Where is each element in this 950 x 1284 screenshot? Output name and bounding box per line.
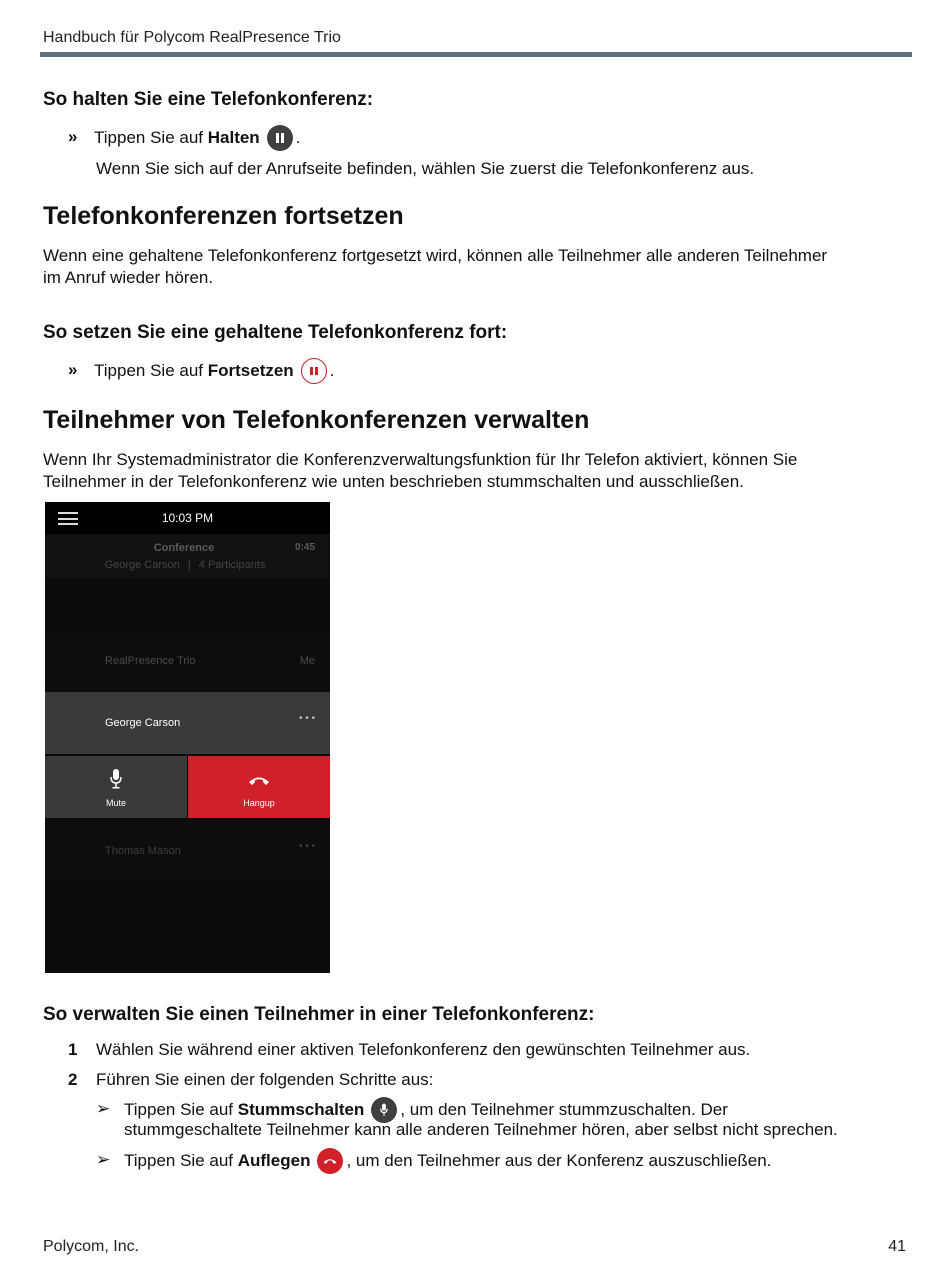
hangup-button[interactable]: [188, 756, 330, 818]
page-number: 41: [888, 1238, 906, 1255]
substep-bold: Auflegen: [237, 1151, 311, 1170]
participant-heading: So verwalten Sie einen Teilnehmer in einer Telefonkonferenz:: [43, 1004, 595, 1025]
resume-step-prefix: Tippen Sie auf: [94, 361, 208, 380]
participant-name: RealPresence Trio: [105, 655, 196, 667]
header-divider: [40, 52, 912, 57]
resume-intro-2: im Anruf wieder hören.: [43, 268, 214, 287]
status-bar: [45, 502, 330, 534]
more-options-icon[interactable]: • • •: [298, 713, 315, 724]
conference-host: George Carson: [104, 559, 180, 571]
substep-prefix: Tippen Sie auf: [124, 1151, 238, 1170]
step1-text: Wählen Sie während einer aktiven Telefonkonferenz den gewünschten Teilnehmer aus.: [96, 1040, 751, 1059]
manage-intro-1: Wenn Ihr Systemadministrator die Konferenzverwaltungsfunktion für Ihr Telefon aktiviert, können Sie: [43, 450, 798, 469]
participant-row-self[interactable]: [45, 630, 330, 692]
substep-suffix: , um den Teilnehmer aus der Konferenz auszuschließen.: [346, 1151, 772, 1170]
pause-icon: [267, 125, 293, 151]
mute-button[interactable]: [45, 756, 187, 818]
manage-title: Teilnehmer von Telefonkonferenzen verwalten: [43, 406, 590, 434]
substep-mute-line2: stummgeschaltete Teilnehmer kann alle anderen Teilnehmer hören, aber selbst nicht sprechen.: [124, 1120, 838, 1139]
participant-row-other[interactable]: [45, 820, 330, 882]
step2-text: Führen Sie einen der folgenden Schritte aus:: [96, 1070, 434, 1089]
substep-prefix: Tippen Sie auf: [124, 1100, 238, 1119]
hangup-label: Hangup: [243, 798, 275, 808]
step-number: 1: [68, 1040, 78, 1059]
phone-screenshot: [45, 502, 330, 973]
resume-step-bold: Fortsetzen: [207, 361, 294, 380]
hold-heading: So halten Sie eine Telefonkonferenz:: [43, 89, 374, 110]
hold-step: [94, 125, 300, 151]
conference-separator: |: [187, 559, 191, 571]
bullet-glyph: »: [68, 127, 78, 146]
conference-header: [45, 534, 330, 578]
hold-step-bold: Halten: [207, 128, 260, 147]
hold-step-prefix: Tippen Sie auf: [94, 128, 208, 147]
arrow-bullet: ➢: [96, 1099, 111, 1118]
resume-title: Telefonkonferenzen fortsetzen: [43, 202, 404, 230]
hangup-icon: [317, 1148, 343, 1174]
footer-company: Polycom, Inc.: [43, 1238, 140, 1255]
step-number: 2: [68, 1070, 78, 1089]
resume-step-suffix: .: [329, 361, 335, 380]
participant-tag: Me: [299, 655, 315, 667]
participant-row-selected[interactable]: [45, 692, 330, 754]
conference-participants: 4 Participants: [198, 559, 266, 571]
resume-icon: [301, 358, 327, 384]
hangup-icon: [248, 773, 270, 791]
conference-timer: 0:45: [294, 542, 315, 553]
substep-bold: Stummschalten: [237, 1100, 365, 1119]
conference-subtitle: [45, 559, 325, 571]
conference-title: Conference: [153, 542, 215, 554]
arrow-bullet: ➢: [96, 1150, 111, 1169]
hold-step-suffix: .: [295, 128, 301, 147]
substep-suffix: , um den Teilnehmer stummzuschalten. Der: [400, 1100, 728, 1119]
manage-intro-2: Teilnehmer in der Telefonkonferenz wie unten beschrieben stummschalten und ausschließen.: [43, 472, 744, 491]
bullet-glyph: »: [68, 360, 78, 379]
hold-note: Wenn Sie sich auf der Anrufseite befinden, wählen Sie zuerst die Telefonkonferenz aus.: [96, 159, 755, 178]
microphone-icon: [109, 768, 123, 795]
resume-step: [94, 358, 334, 384]
more-options-icon[interactable]: • • •: [298, 841, 315, 852]
mute-label: Mute: [105, 798, 126, 808]
substep-hangup: [124, 1148, 771, 1174]
resume-intro-1: Wenn eine gehaltene Telefonkonferenz fortgesetzt wird, können alle Teilnehmer alle anderen Teilnehmer: [43, 246, 828, 265]
participant-name: George Carson: [105, 717, 181, 729]
clock: 10:03 PM: [161, 511, 214, 525]
running-header: Handbuch für Polycom RealPresence Trio: [43, 29, 341, 46]
resume-heading: So setzen Sie eine gehaltene Telefonkonferenz fort:: [43, 322, 508, 343]
participant-name: Thomas Mason: [105, 845, 181, 857]
